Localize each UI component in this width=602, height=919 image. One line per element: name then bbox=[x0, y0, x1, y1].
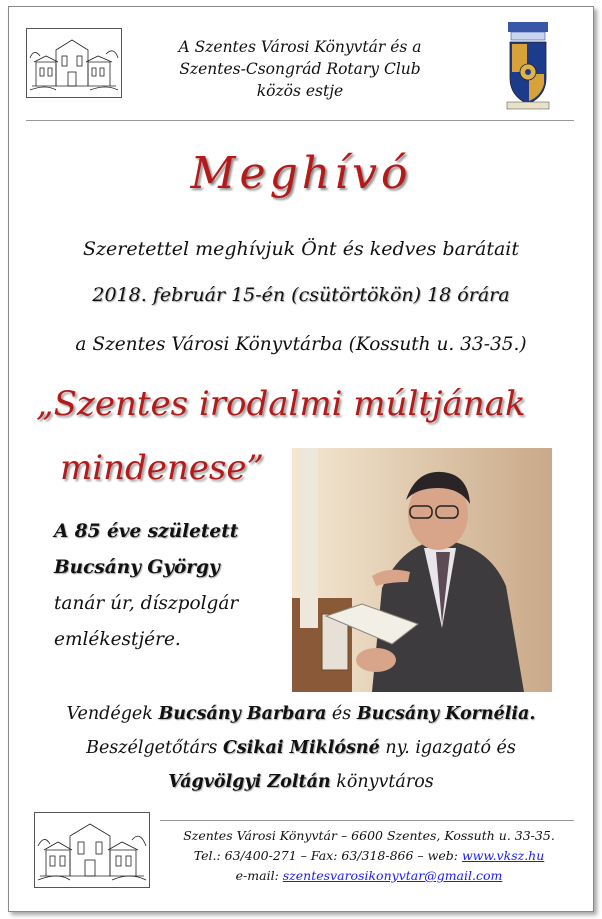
event-date-time: 2018. február 15-én (csütörtökön) 18 órára bbox=[92, 284, 510, 306]
footer-phone: Tel.: 63/400-271 – Fax: 63/318-866 – web: bbox=[193, 848, 458, 863]
moderator-name: Csikai Miklósné bbox=[222, 738, 380, 758]
event-title-part-2: mindenese” bbox=[60, 448, 264, 488]
header-line-3: közös estje bbox=[256, 82, 344, 100]
footer-email bbox=[164, 868, 574, 883]
library-building-logo bbox=[26, 28, 122, 98]
intro-line-1: Szeretettel meghívjuk Önt és kedves barátait bbox=[82, 238, 520, 260]
footer-contact bbox=[164, 848, 574, 863]
email-prefix: e-mail: bbox=[235, 868, 279, 883]
speaker-photo bbox=[292, 448, 552, 692]
footer-divider bbox=[160, 820, 574, 821]
librarian-name: Vágvölgyi Zoltán bbox=[168, 772, 331, 792]
moderator-line bbox=[0, 738, 602, 758]
guest-name-1: Bucsány Barbara bbox=[158, 704, 327, 724]
guests-and: és bbox=[331, 704, 352, 724]
rotary-crest-icon bbox=[505, 18, 551, 112]
header-line-2: Szentes-Csongrád Rotary Club bbox=[179, 60, 421, 78]
honoree-name: Bucsány György bbox=[54, 557, 220, 578]
honoree-line-1: A 85 éve született bbox=[54, 521, 239, 542]
guests-line bbox=[0, 704, 602, 724]
invitation-title: Meghívó bbox=[190, 148, 412, 199]
honoree-block bbox=[54, 514, 238, 658]
website-link[interactable]: www.vksz.hu bbox=[461, 848, 545, 863]
honoree-line-4: emlékestjére. bbox=[54, 629, 181, 650]
header-divider bbox=[26, 120, 574, 121]
header-line-1: A Szentes Városi Könyvtár és a bbox=[178, 38, 422, 56]
event-title-part-1: „Szentes irodalmi múltjának bbox=[36, 384, 526, 424]
event-venue: a Szentes Városi Könyvtárba (Kossuth u. 33-35.) bbox=[75, 334, 527, 355]
moderator-prefix: Beszélgetőtárs bbox=[86, 738, 218, 758]
guests-prefix: Vendégek bbox=[66, 704, 153, 724]
header-text bbox=[150, 36, 450, 102]
librarian-suffix: könyvtáros bbox=[336, 772, 434, 792]
honoree-line-3: tanár úr, díszpolgár bbox=[54, 593, 239, 614]
librarian-line bbox=[0, 772, 602, 792]
library-building-logo-footer bbox=[34, 812, 150, 888]
email-link[interactable]: szentesvarosikonyvtar@gmail.com bbox=[282, 868, 503, 883]
footer-address: Szentes Városi Könyvtár – 6600 Szentes, Kossuth u. 33-35. bbox=[183, 828, 555, 843]
guest-name-2: Bucsány Kornélia. bbox=[356, 704, 536, 724]
moderator-suffix: ny. igazgató és bbox=[385, 738, 516, 758]
